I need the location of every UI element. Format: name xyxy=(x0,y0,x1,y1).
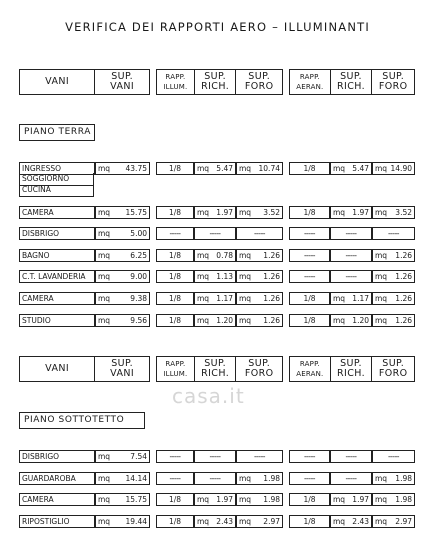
unit-label: mq xyxy=(98,251,111,260)
sup-foro-aeran-value xyxy=(372,270,415,283)
value-text: 1.26 xyxy=(395,272,412,281)
table-row xyxy=(0,227,435,240)
value-text: 1.26 xyxy=(263,251,280,260)
value-text: 2.97 xyxy=(263,517,280,526)
sup-vani-value xyxy=(95,227,150,240)
value-text: 14.14 xyxy=(125,474,147,483)
sup-foro-aeran-value xyxy=(372,249,415,262)
table-row xyxy=(0,515,435,528)
sup-vani-value xyxy=(95,450,150,463)
sup-rich-illum-value xyxy=(194,314,236,327)
header-sup-rich-illum: SUP. RICH. xyxy=(194,70,236,94)
rapp-illum-value: 1/8 xyxy=(156,162,194,175)
sup-rich-illum-value: ----- xyxy=(194,227,236,240)
unit-label: mq xyxy=(98,474,111,483)
sup-rich-aeran-value: ----- xyxy=(330,249,372,262)
header-aeran-group xyxy=(289,69,415,95)
header-sup-foro-illum-2: SUP. FORO xyxy=(235,357,282,381)
rapp-aeran-value: 1/8 xyxy=(289,493,330,506)
header-sup-rich-aeran: SUP. RICH. xyxy=(330,70,372,94)
table-row xyxy=(0,314,435,327)
value-text: 0.78 xyxy=(216,251,233,260)
room-name: CAMERA xyxy=(19,292,95,305)
value-text: 1.98 xyxy=(263,495,280,504)
value-text: 1.26 xyxy=(395,294,412,303)
header-vani-2: VANI xyxy=(45,363,70,374)
sup-rich-aeran-value: ----- xyxy=(330,270,372,283)
unit-label: mq xyxy=(98,229,111,238)
unit-label: mq xyxy=(197,316,210,325)
sup-foro-illum-value xyxy=(236,292,283,305)
sup-foro-illum-value xyxy=(236,249,283,262)
value-text: 1.20 xyxy=(216,316,233,325)
sup-foro-aeran-value: ----- xyxy=(372,450,415,463)
room-name: GUARDAROBA xyxy=(19,472,95,485)
sup-rich-aeran-value xyxy=(330,206,372,219)
rapp-illum-value: ----- xyxy=(156,472,194,485)
value-text: 5.00 xyxy=(130,229,147,238)
room-name: RIPOSTIGLIO xyxy=(19,515,95,528)
table-row xyxy=(0,493,435,506)
sup-vani-value xyxy=(95,493,150,506)
unit-label: mq xyxy=(197,208,210,217)
room-name: DISBRIGO xyxy=(19,450,95,463)
header-illum-group-2 xyxy=(156,356,283,382)
value-text: 1.26 xyxy=(395,251,412,260)
value-text: 1.26 xyxy=(263,272,280,281)
unit-label: mq xyxy=(375,272,388,281)
value-text: 1.98 xyxy=(395,474,412,483)
sup-foro-aeran-value xyxy=(372,292,415,305)
sup-foro-aeran-value: ----- xyxy=(372,227,415,240)
sup-rich-aeran-value xyxy=(330,162,372,175)
unit-label: mq xyxy=(239,208,252,217)
unit-label: mq xyxy=(197,517,210,526)
sup-foro-aeran-value xyxy=(372,515,415,528)
sup-rich-aeran-value: ----- xyxy=(330,472,372,485)
sup-vani-value xyxy=(95,206,150,219)
rapp-illum-value: 1/8 xyxy=(156,206,194,219)
sup-foro-aeran-value xyxy=(372,472,415,485)
unit-label: mq xyxy=(375,294,388,303)
page-title: VERIFICA DEI RAPPORTI AERO – ILLUMINANTI xyxy=(65,20,370,34)
room-name: C.T. LAVANDERIA xyxy=(19,270,95,283)
value-text: 9.38 xyxy=(130,294,147,303)
sup-vani-value xyxy=(95,292,150,305)
header-vani: VANI xyxy=(45,76,70,87)
value-text: 2.97 xyxy=(395,517,412,526)
sup-rich-aeran-value: ----- xyxy=(330,450,372,463)
sup-vani-value xyxy=(95,270,150,283)
sup-foro-aeran-value xyxy=(372,162,415,175)
value-text: 3.52 xyxy=(395,208,412,217)
value-text: 9.56 xyxy=(130,316,147,325)
header-vani-group-2 xyxy=(19,356,150,382)
value-text: 1.26 xyxy=(263,316,280,325)
rapp-aeran-value: ----- xyxy=(289,270,330,283)
sup-rich-illum-value xyxy=(194,249,236,262)
unit-label: mq xyxy=(197,272,210,281)
room-name: BAGNO xyxy=(19,249,95,262)
rapp-illum-value: 1/8 xyxy=(156,493,194,506)
rapp-aeran-value: ----- xyxy=(289,249,330,262)
sup-rich-illum-value xyxy=(194,515,236,528)
rapp-aeran-value: 1/8 xyxy=(289,314,330,327)
unit-label: mq xyxy=(197,495,210,504)
unit-label: mq xyxy=(239,294,252,303)
unit-label: mq xyxy=(98,294,111,303)
value-text: 2.43 xyxy=(216,517,233,526)
unit-label: mq xyxy=(375,517,388,526)
value-text: 1.97 xyxy=(216,495,233,504)
sup-foro-illum-value xyxy=(236,206,283,219)
room-name: INGRESSO xyxy=(19,162,95,175)
sup-vani-value xyxy=(95,314,150,327)
unit-label: mq xyxy=(333,495,346,504)
value-text: 10.74 xyxy=(258,164,280,173)
unit-label: mq xyxy=(375,474,388,483)
header-sup-foro-aeran-2: SUP. FORO xyxy=(371,357,414,381)
value-text: 9.00 xyxy=(130,272,147,281)
sup-rich-aeran-value xyxy=(330,314,372,327)
value-text: 1.97 xyxy=(352,208,369,217)
sup-vani-value xyxy=(95,515,150,528)
rapp-aeran-value: ----- xyxy=(289,472,330,485)
header-sup-foro-aeran: SUP. FORO xyxy=(371,70,414,94)
unit-label: mq xyxy=(98,316,111,325)
rapp-aeran-value: ----- xyxy=(289,227,330,240)
unit-label: mq xyxy=(239,495,252,504)
room-name-soggiorno: SOGGIORNO xyxy=(19,173,94,186)
value-text: 1.97 xyxy=(352,495,369,504)
sup-rich-illum-value xyxy=(194,162,236,175)
sup-rich-aeran-value xyxy=(330,493,372,506)
header-rapp-aeran: RAPP. AERAN. xyxy=(296,73,324,91)
sup-foro-illum-value xyxy=(236,472,283,485)
header-rapp-illum: RAPP. ILLUM. xyxy=(163,73,188,91)
rapp-aeran-value: 1/8 xyxy=(289,515,330,528)
rapp-illum-value: 1/8 xyxy=(156,314,194,327)
value-text: 6.25 xyxy=(130,251,147,260)
sup-foro-illum-value xyxy=(236,515,283,528)
unit-label: mq xyxy=(239,474,252,483)
table-row xyxy=(0,450,435,463)
room-name: CAMERA xyxy=(19,206,95,219)
sup-rich-illum-value xyxy=(194,292,236,305)
unit-label: mq xyxy=(333,164,346,173)
value-text: 1.98 xyxy=(263,474,280,483)
unit-label: mq xyxy=(98,517,111,526)
unit-label: mq xyxy=(239,316,252,325)
unit-label: mq xyxy=(239,517,252,526)
sup-foro-illum-value xyxy=(236,493,283,506)
table-row xyxy=(0,270,435,283)
unit-label: mq xyxy=(375,208,388,217)
unit-label: mq xyxy=(333,208,346,217)
value-text: 15.75 xyxy=(125,495,147,504)
header-sup-rich-illum-2: SUP. RICH. xyxy=(194,357,236,381)
value-text: 1.20 xyxy=(352,316,369,325)
header-vani-group xyxy=(19,69,150,95)
sup-rich-illum-value xyxy=(194,270,236,283)
sup-foro-illum-value: ----- xyxy=(236,450,283,463)
header-sup-rich-aeran-2: SUP. RICH. xyxy=(330,357,372,381)
table-row xyxy=(0,472,435,485)
sup-foro-aeran-value xyxy=(372,314,415,327)
table-row xyxy=(0,206,435,219)
section-piano-sottotetto: PIANO SOTTOTETTO xyxy=(19,412,145,429)
sup-rich-aeran-value: ----- xyxy=(330,227,372,240)
unit-label: mq xyxy=(375,251,388,260)
section-piano-terra: PIANO TERRA xyxy=(19,124,95,141)
unit-label: mq xyxy=(239,272,252,281)
unit-label: mq xyxy=(333,316,346,325)
table-row xyxy=(0,249,435,262)
rapp-aeran-value: ----- xyxy=(289,450,330,463)
unit-label: mq xyxy=(333,517,346,526)
rapp-aeran-value: 1/8 xyxy=(289,292,330,305)
sup-vani-value xyxy=(95,249,150,262)
unit-label: mq xyxy=(98,272,111,281)
value-text: 1.97 xyxy=(216,208,233,217)
rapp-illum-value: ----- xyxy=(156,227,194,240)
header-illum-group xyxy=(156,69,283,95)
value-text: 1.26 xyxy=(263,294,280,303)
sup-rich-illum-value xyxy=(194,493,236,506)
room-name-cucina: CUCINA xyxy=(19,184,94,197)
value-text: 1.98 xyxy=(395,495,412,504)
unit-label: mq xyxy=(98,208,111,217)
header-sup-vani-2: SUP. VANI xyxy=(94,357,149,381)
unit-label: mq xyxy=(375,316,388,325)
value-text: 1.17 xyxy=(352,294,369,303)
rapp-illum-value: 1/8 xyxy=(156,515,194,528)
unit-label: mq xyxy=(197,164,210,173)
unit-label: mq xyxy=(333,294,346,303)
unit-label: mq xyxy=(98,495,111,504)
value-text: 7.54 xyxy=(130,452,147,461)
value-text: 14.90 xyxy=(390,164,412,173)
header-aeran-group-2 xyxy=(289,356,415,382)
rapp-illum-value: ----- xyxy=(156,450,194,463)
value-text: 1.13 xyxy=(216,272,233,281)
value-text: 1.26 xyxy=(395,316,412,325)
value-text: 5.47 xyxy=(352,164,369,173)
watermark-logo: casa.it xyxy=(172,384,245,408)
unit-label: mq xyxy=(98,164,111,173)
room-name: CAMERA xyxy=(19,493,95,506)
sup-foro-illum-value xyxy=(236,162,283,175)
value-text: 15.75 xyxy=(125,208,147,217)
unit-label: mq xyxy=(98,452,111,461)
rapp-illum-value: 1/8 xyxy=(156,292,194,305)
header-sup-vani: SUP. VANI xyxy=(94,70,149,94)
header-rapp-illum-2: RAPP. ILLUM. xyxy=(163,360,188,378)
sup-foro-aeran-value xyxy=(372,493,415,506)
sup-rich-aeran-value xyxy=(330,515,372,528)
rapp-aeran-value: 1/8 xyxy=(289,206,330,219)
sup-vani-value xyxy=(95,162,150,175)
value-text: 43.75 xyxy=(125,164,147,173)
rapp-illum-value: 1/8 xyxy=(156,270,194,283)
sup-foro-illum-value xyxy=(236,314,283,327)
value-text: 2.43 xyxy=(352,517,369,526)
value-text: 3.52 xyxy=(263,208,280,217)
value-text: 5.47 xyxy=(216,164,233,173)
sup-foro-illum-value xyxy=(236,270,283,283)
header-rapp-aeran-2: RAPP. AERAN. xyxy=(296,360,324,378)
sup-vani-value xyxy=(95,472,150,485)
sup-foro-aeran-value xyxy=(372,206,415,219)
value-text: 19.44 xyxy=(125,517,147,526)
value-text: 1.17 xyxy=(216,294,233,303)
rapp-aeran-value: 1/8 xyxy=(289,162,330,175)
sup-rich-illum-value: ----- xyxy=(194,450,236,463)
sup-rich-illum-value: ----- xyxy=(194,472,236,485)
unit-label: mq xyxy=(197,294,210,303)
unit-label: mq xyxy=(197,251,210,260)
sup-rich-aeran-value xyxy=(330,292,372,305)
unit-label: mq xyxy=(239,251,252,260)
room-name: STUDIO xyxy=(19,314,95,327)
table-row xyxy=(0,292,435,305)
unit-label: mq xyxy=(375,164,388,173)
sup-rich-illum-value xyxy=(194,206,236,219)
sup-foro-illum-value: ----- xyxy=(236,227,283,240)
unit-label: mq xyxy=(375,495,388,504)
room-name: DISBRIGO xyxy=(19,227,95,240)
rapp-illum-value: 1/8 xyxy=(156,249,194,262)
unit-label: mq xyxy=(239,164,252,173)
header-sup-foro-illum: SUP. FORO xyxy=(235,70,282,94)
